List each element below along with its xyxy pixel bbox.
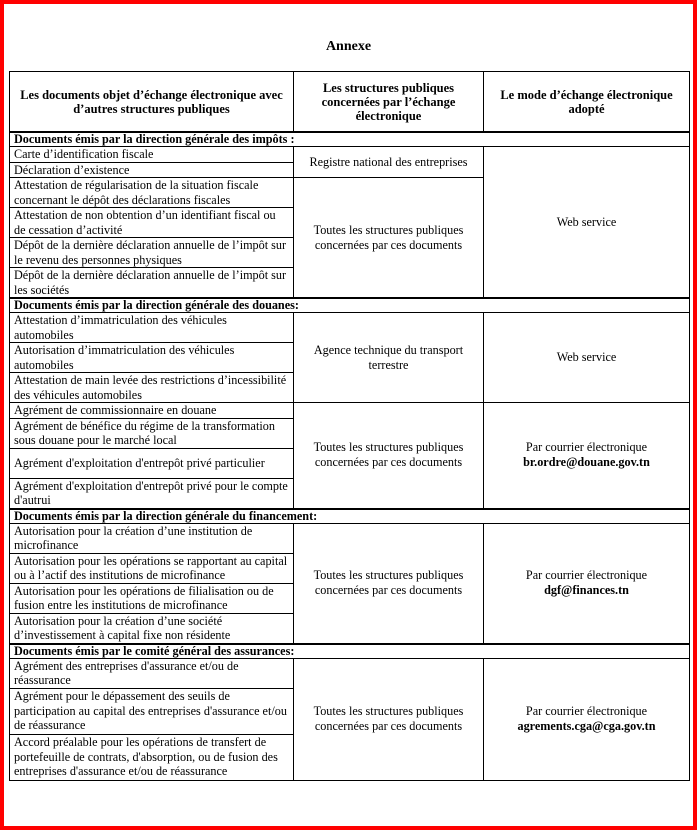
document-cell: Agrément d'exploitation d'entrepôt privé particulier [10, 448, 294, 478]
header-documents: Les documents objet d’échange électronique avec d’autres structures publiques [10, 72, 294, 133]
mode-cell [484, 403, 690, 509]
document-cell: Autorisation pour la création d’une société d’investissement à capital fixe non résidente [10, 613, 294, 644]
document-cell: Agrément de bénéfice du régime de la transformation sous douane pour le marché local [10, 418, 294, 448]
structure-cell: Toutes les structures publiques concernées par ces documents [294, 178, 484, 299]
structure-cell: Registre national des entreprises [294, 147, 484, 178]
mode-cell: Web service [484, 313, 690, 403]
document-cell: Carte d’identification fiscale [10, 147, 294, 163]
document-cell: Dépôt de la dernière déclaration annuelle de l’impôt sur le revenu des personnes physiques [10, 238, 294, 268]
document-cell: Attestation de main levée des restrictions d’incessibilité des véhicules automobiles [10, 373, 294, 403]
mode-cell [484, 523, 690, 644]
document-cell: Autorisation pour les opérations de filialisation ou de fusion entre les institutions de microfinance [10, 583, 294, 613]
mode-label: Par courrier électronique [525, 568, 648, 582]
structure-cell: Toutes les structures publiques concernées par ces documents [294, 658, 484, 780]
structure-cell: Toutes les structures publiques concernées par ces documents [294, 523, 484, 644]
page-title: Annexe [325, 39, 372, 54]
document-cell: Autorisation pour les opérations se rapportant au capital ou à l’actif des institutions de microfinance [10, 553, 294, 583]
email-address: br.ordre@douane.gov.tn [523, 455, 650, 470]
header-mode: Le mode d’échange électronique adopté [484, 72, 690, 133]
document-cell: Agrément de commissionnaire en douane [10, 403, 294, 419]
table-header-row [10, 72, 690, 133]
document-cell: Autorisation d’immatriculation des véhicules automobiles [10, 343, 294, 373]
document-cell: Dépôt de la dernière déclaration annuelle de l’impôt sur les sociétés [10, 268, 294, 299]
section-heading-assurances: Documents émis par le comité général des assurances: [10, 644, 690, 659]
section-heading-douanes: Documents émis par la direction générale des douanes: [10, 298, 690, 313]
mode-label: Par courrier électronique [525, 704, 648, 718]
document-cell: Attestation d’immatriculation des véhicules automobiles [10, 313, 294, 343]
mode-cell [484, 658, 690, 780]
header-structures: Les structures publiques concernées par l’échange électronique [294, 72, 484, 133]
email-address: agrements.cga@cga.gov.tn [517, 719, 656, 733]
mode-label: Par courrier électronique [525, 440, 648, 455]
document-cell: Déclaration d’existence [10, 162, 294, 178]
document-cell: Agrément d'exploitation d'entrepôt privé pour le compte d'autrui [10, 478, 294, 509]
structure-cell: Agence technique du transport terrestre [294, 313, 484, 403]
document-cell: Autorisation pour la création d’une institution de microfinance [10, 523, 294, 553]
mode-cell: Web service [484, 147, 690, 299]
section-heading-financement: Documents émis par la direction générale du financement: [10, 509, 690, 524]
document-cell: Accord préalable pour les opérations de transfert de portefeuille de contrats, d'absorption, ou de fusion des entreprises d'assurance et/ou de réassurance [10, 734, 294, 780]
document-cell: Attestation de régularisation de la situation fiscale concernant le dépôt des déclarations fiscales [10, 178, 294, 208]
section-heading-impots: Documents émis par la direction générale des impôts : [10, 132, 690, 147]
document-cell: Attestation de non obtention d’un identifiant fiscal ou de cessation d’activité [10, 208, 294, 238]
email-address: dgf@finances.tn [544, 583, 629, 597]
document-cell: Agrément des entreprises d'assurance et/ou de réassurance [10, 658, 294, 688]
structure-cell: Toutes les structures publiques concernées par ces documents [294, 403, 484, 509]
document-cell: Agrément pour le dépassement des seuils de participation au capital des entreprises d'assurance et/ou de réassurance [10, 688, 294, 734]
exchange-table [9, 71, 690, 781]
